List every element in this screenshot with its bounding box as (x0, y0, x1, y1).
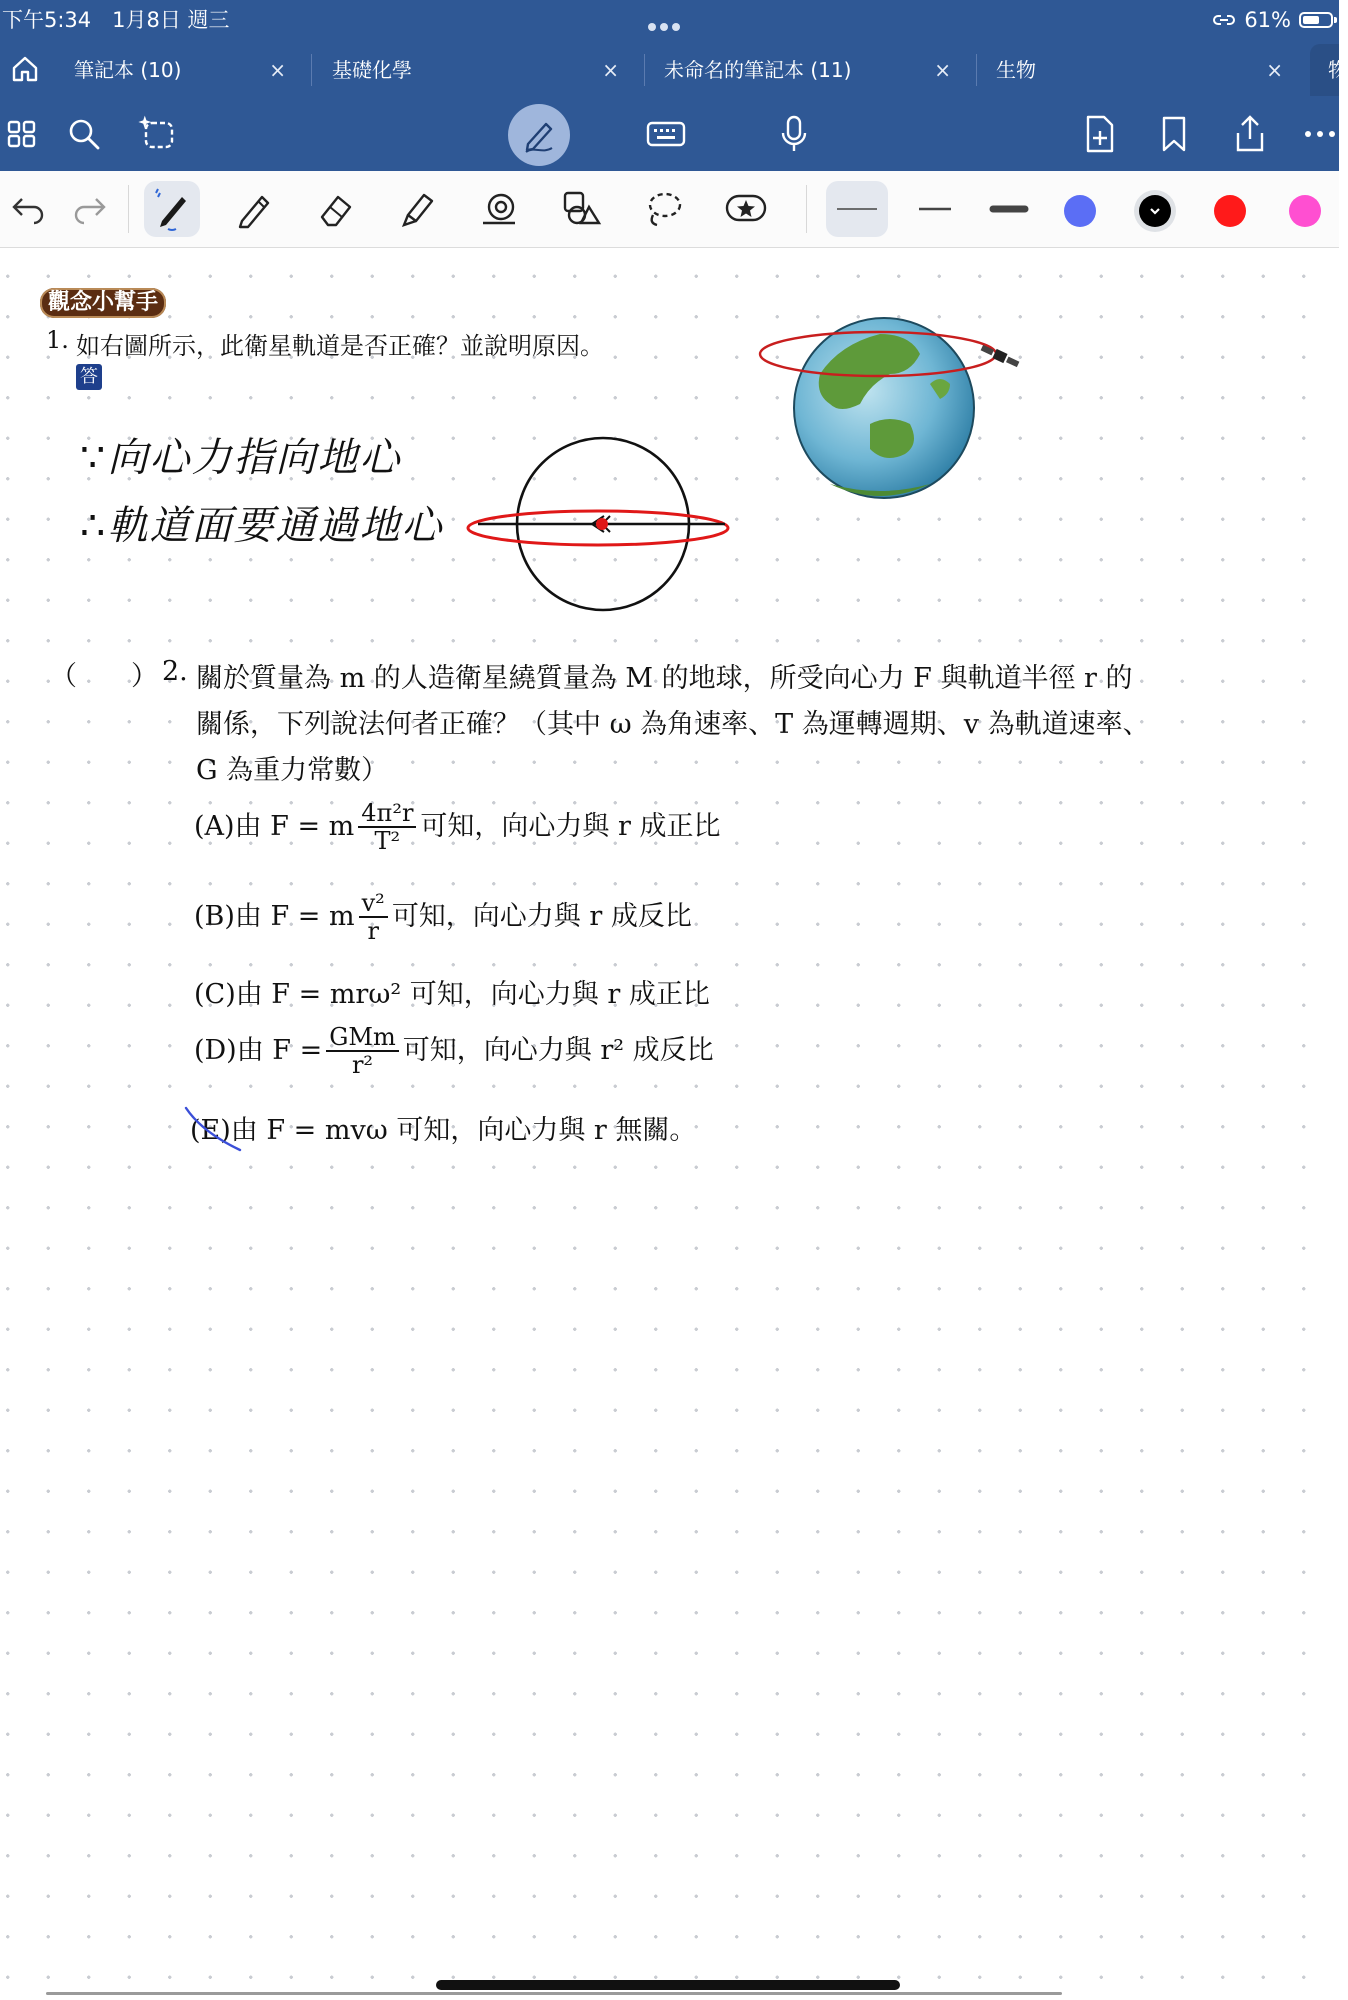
top-toolbar (0, 100, 1339, 170)
highlighter-tool-icon[interactable] (390, 181, 446, 237)
orbit-sketch-drawing (460, 428, 740, 628)
add-page-icon[interactable] (1078, 112, 1122, 156)
lasso-sparkle-icon[interactable] (136, 112, 180, 156)
q2-option-c: (C)由 F = mrω² 可知，向心力與 r 成正比 (194, 979, 710, 1010)
link-icon (1212, 12, 1236, 28)
tab-physics[interactable] (1310, 44, 1348, 96)
option-b-numerator: v² (359, 890, 388, 918)
battery-fill (1303, 16, 1319, 24)
tab-untitled-notebook-11[interactable] (650, 44, 975, 96)
q1-number: 1. (46, 326, 69, 354)
answer-label: 答 (76, 364, 102, 390)
handwriting-line-1: ∵向心力指向地心 (80, 435, 402, 481)
option-a-prefix: (A)由 F = m (194, 810, 355, 842)
option-b-denominator: r (367, 917, 379, 946)
grid-icon[interactable] (0, 112, 44, 156)
q2-number: 2. (162, 656, 188, 687)
tab-label: 未命名的筆記本 (11) (664, 58, 852, 82)
tab-divider (644, 54, 645, 86)
option-b-fraction (359, 890, 388, 945)
notebook-page[interactable] (0, 248, 1339, 2000)
concept-helper-badge: 觀念小幫手 (40, 288, 166, 318)
keyboard-icon[interactable] (644, 112, 688, 156)
q2-line-3: G 為重力常數） (196, 755, 389, 786)
q1-text: 如右圖所示，此衛星軌道是否正確？並說明原因。 (76, 332, 604, 360)
option-d-denominator: r² (351, 1051, 374, 1080)
search-icon[interactable] (62, 112, 106, 156)
home-indicator[interactable] (436, 1980, 900, 1990)
close-icon[interactable]: × (269, 58, 286, 82)
option-b-prefix: (B)由 F = m (194, 900, 355, 932)
tab-biology[interactable] (982, 44, 1307, 96)
lasso-tool-icon[interactable] (636, 181, 692, 237)
q2-option-b (194, 890, 692, 945)
option-e-check-mark (182, 1102, 244, 1154)
option-d-prefix: (D)由 F = (194, 1034, 323, 1066)
toolbar-divider (128, 185, 129, 233)
tab-basic-chemistry[interactable] (318, 44, 643, 96)
pencil-tool-icon[interactable] (226, 181, 282, 237)
stroke-thick-option[interactable] (978, 181, 1040, 237)
handwriting-line-2: ∴軌道面要通過地心 (80, 503, 444, 549)
chevron-down-icon (1139, 195, 1171, 227)
drawing-toolbar (0, 171, 1339, 248)
q2-option-e: (E)由 F = mvω 可知，向心力與 r 無關。 (190, 1115, 697, 1146)
option-d-suffix: 可知，向心力與 r² 成反比 (402, 1034, 714, 1066)
tab-label: 生物 (996, 58, 1036, 82)
close-icon[interactable]: × (934, 58, 951, 82)
more-icon[interactable] (1302, 112, 1339, 156)
color-swatch-black[interactable] (1139, 195, 1171, 227)
battery-status (1212, 0, 1339, 40)
undo-icon[interactable] (0, 181, 56, 237)
horizontal-scrollbar[interactable] (46, 1992, 1062, 1995)
tab-notebook-10[interactable] (60, 44, 310, 96)
shape-pen-tool-icon[interactable] (472, 181, 528, 237)
color-swatch-red[interactable] (1214, 195, 1246, 227)
tab-label: 基礎化學 (332, 58, 412, 82)
color-swatch-pink[interactable] (1289, 195, 1321, 227)
option-a-fraction (358, 800, 416, 855)
option-a-suffix: 可知，向心力與 r 成正比 (420, 810, 721, 842)
stroke-thin-option[interactable] (826, 181, 888, 237)
tab-label: 物 (1328, 58, 1348, 82)
battery-percent: 61% (1244, 8, 1291, 32)
shapes-tool-icon[interactable] (554, 181, 610, 237)
close-icon[interactable]: × (602, 58, 619, 82)
option-d-fraction (326, 1024, 399, 1079)
microphone-icon[interactable] (772, 112, 816, 156)
close-icon[interactable]: × (1266, 58, 1283, 82)
app-header (0, 0, 1348, 171)
q2-answer-paren[interactable]: （ ） (50, 661, 158, 692)
q2-line-2: 關係，下列說法何者正確？（其中 ω 為角速率、T 為運轉週期、v 為軌道速率、 (196, 709, 1150, 740)
tab-label: 筆記本 (10) (74, 58, 182, 82)
redo-icon[interactable] (62, 181, 118, 237)
q2-line-1: 關於質量為 m 的人造衛星繞質量為 M 的地球，所受向心力 F 與軌道半徑 r 的 (196, 663, 1133, 694)
sticker-tool-icon[interactable] (718, 181, 774, 237)
bookmark-icon[interactable] (1152, 112, 1196, 156)
status-time: 下午5:34 1月8日 週三 (2, 8, 230, 32)
option-b-suffix: 可知，向心力與 r 成反比 (391, 900, 692, 932)
toolbar-divider (806, 185, 807, 233)
option-d-numerator: GMm (326, 1024, 399, 1052)
stroke-medium-option[interactable] (904, 181, 966, 237)
earth-satellite-figure (760, 314, 1030, 504)
battery-icon (1299, 12, 1333, 28)
option-a-denominator: T² (374, 827, 401, 856)
tab-divider (311, 54, 312, 86)
eraser-tool-icon[interactable] (308, 181, 364, 237)
color-swatch-blue[interactable] (1064, 195, 1096, 227)
share-icon[interactable] (1228, 112, 1272, 156)
fountain-pen-tool-icon[interactable] (144, 181, 200, 237)
tab-bar (0, 44, 1348, 96)
pen-mode-icon[interactable] (508, 104, 570, 166)
q2-option-a (194, 800, 721, 855)
q2-option-d (194, 1024, 714, 1079)
tab-divider (976, 54, 977, 86)
option-a-numerator: 4π²r (358, 800, 416, 828)
multitasking-dots[interactable] (648, 16, 688, 24)
